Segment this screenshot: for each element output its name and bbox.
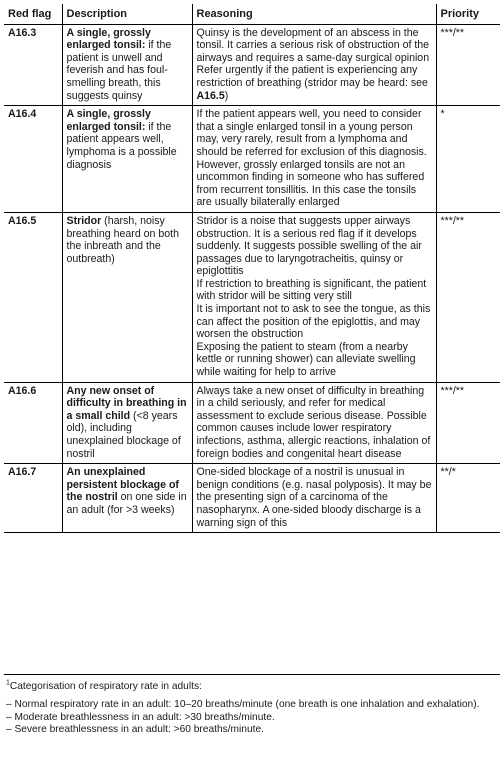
reasoning-paragraph: Refer urgently if the patient is experiencing any restriction of breathing (stridor may be heard: see A16.5): [196, 64, 428, 102]
description-cell: [62, 24, 192, 106]
description-text: if the patient appears well, lymphoma is a possible diagnosis: [66, 120, 177, 171]
reasoning-cell: [192, 106, 436, 213]
description-bold: Any new onset of difficulty in breathing in a small child: [66, 384, 187, 422]
description-bold: Stridor: [66, 214, 102, 227]
description-text: if the patient is unwell and feverish and has foul-smelling breath, this suggests quinsy: [66, 39, 172, 102]
description-text: on one side in an adult (for >3 weeks): [66, 491, 187, 516]
reasoning-cell: [192, 212, 436, 382]
red-flag-code: A16.5: [8, 214, 37, 227]
red-flag-table: [4, 4, 500, 533]
priority-rating: ***/**: [436, 382, 500, 464]
reasoning-cell: [192, 24, 436, 106]
reasoning-paragraph: If the patient appears well, you need to consider that a single enlarged tonsil in a young person may, very rarely, result from a lymphoma and should be referred for exclusion of this diagnosis. However, grossly enlarged tonsils are not an uncommon finding in someone who has suffered from recurrent tonsillitis. In this case the tonsils are usually bilaterally enlarged: [196, 108, 427, 209]
footnote-marker: 1: [6, 679, 10, 687]
footnote-title: $^1$Categorisation of respiratory rate in adults:: [6, 679, 202, 692]
red-flag-code: A16.6: [8, 384, 37, 397]
description-bold: A single, grossly enlarged tonsil:: [66, 26, 151, 52]
reasoning-paragraph: It is important not to ask to see the tongue, as this can affect the position of the epiglottis, and may worsen the obstruction: [196, 303, 431, 341]
header-priority: Priority: [436, 4, 500, 24]
header-description: Description: [62, 4, 192, 24]
header-red-flag: Red flag: [4, 4, 62, 24]
description-text: (harsh, noisy breathing heard on both the inbreath and the outbreath): [66, 214, 180, 265]
priority-rating: *: [436, 106, 500, 213]
description-bold: An unexplained persistent blockage of the nostril: [66, 466, 179, 504]
priority-rating: **/*: [436, 464, 500, 533]
table-row: [4, 106, 500, 213]
reasoning-paragraph: Always take a new onset of difficulty in breathing in a child seriously, and refer for medical assessment to exclude serious disease. Possible common causes include lower respiratory infections, asthma, allergic reactions, inhalation of foreign bodies and congenital heart disease: [196, 384, 431, 460]
red-flag-code: A16.7: [8, 466, 37, 479]
cross-reference: A16.5: [196, 89, 225, 102]
reasoning-paragraph: Quinsy is the development of an abscess in the tonsil. It carries a serious risk of obstruction of the airways and requires a same-day surgical opinion: [196, 26, 430, 64]
table-header-row: [4, 4, 500, 24]
reasoning-paragraph: Stridor is a noise that suggests upper airways obstruction. It is a serious red flag if it develops suddenly. It suggests possible swelling of the air passages due to laryngotracheitis, quinsy or epiglottitis: [196, 214, 422, 278]
description-bold: A single, grossly enlarged tonsil:: [66, 108, 151, 133]
description-cell: [62, 106, 192, 213]
red-flag-code: A16.3: [8, 26, 37, 39]
reasoning-paragraph: If restriction to breathing is significant, the patient with stridor will be sitting very still: [196, 277, 427, 303]
footnote-line: – Severe breathlessness in an adult: >60 breaths/minute.: [6, 724, 264, 736]
footnote: [4, 674, 500, 737]
table-row: [4, 212, 500, 382]
reasoning-paragraph: One-sided blockage of a nostril is unusual in benign conditions (e.g. nasal polyposis). It may be the presenting sign of a carcinoma of the nasopharynx. A one-sided bloody discharge is a warning sign of this: [196, 466, 432, 529]
description-cell: [62, 382, 192, 464]
table-row: [4, 382, 500, 464]
reasoning-cell: [192, 464, 436, 533]
header-reasoning: Reasoning: [192, 4, 436, 24]
description-cell: [62, 464, 192, 533]
table-row: [4, 24, 500, 106]
priority-rating: ***/**: [436, 24, 500, 106]
red-flag-code: A16.4: [8, 108, 37, 121]
reasoning-cell: [192, 382, 436, 464]
description-cell: [62, 212, 192, 382]
description-text: (<8 years old), including unexplained blockage of nostril: [66, 409, 181, 460]
priority-rating: ***/**: [436, 212, 500, 382]
reasoning-paragraph: Exposing the patient to steam (from a nearby kettle or running shower) can alleviate swelling while waiting for help to arrive: [196, 340, 416, 379]
table-row: [4, 464, 500, 533]
footnote-line: – Normal respiratory rate in an adult: 10–20 breaths/minute (one breath is one inhalation and exhalation).: [6, 699, 480, 711]
footnote-line: – Moderate breathlessness in an adult: >30 breaths/minute.: [6, 711, 275, 723]
